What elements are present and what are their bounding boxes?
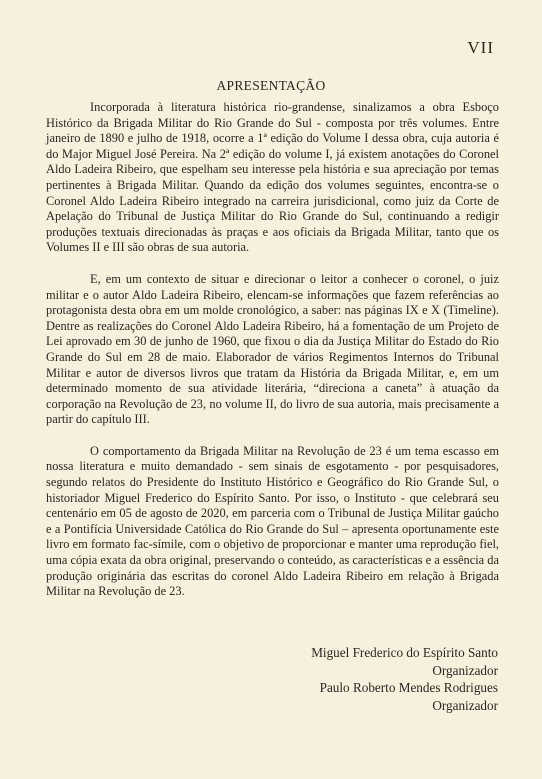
paragraph-1: Incorporada à literatura histórica rio-grandense, sinalizamos a obra Esboço Histórico da Brigada Militar do Rio Grande do Sul - composta por três volumes. Entre janeiro de 1890 e julho de 1918, ocorre a 1ª edição do Volume I dessa obra, cuja autoria é do Major Miguel José Pereira. Na 2ª edição do volume I, já existem anotações do Coronel Aldo Ladeira Ribeiro, que espelham seu interesse pela história e sua apreciação por temas pertinentes à Brigada Militar. Quando da edição dos volumes seguintes, encontra-se o Coronel Aldo Ladeira Ribeiro integrado na carreira jurisdicional, como juiz da Corte de Apelação do Tribunal de Justiça Militar do Rio Grande do Sul, continuando a redigir produções textuais direcionadas às praças e aos oficiais da Brigada Militar, tanto que os Volumes II e III são obras de sua autoria. <box>46 100 499 255</box>
paragraph-3: O comportamento da Brigada Militar na Revolução de 23 é um tema escasso em nossa literatura e muito demandado - sem sinais de esgotamento - por pesquisadores, segundo relatos do Presidente do Instituto Histórico e Geográfico do Rio Grande Sul, o historiador Miguel Frederico do Espírito Santo. Por isso, o Instituto - que celebrará seu centenário em 05 de agosto de 2020, em parceria com o Tribunal de Justiça Militar gaúcho e a Pontifícia Universidade Católica do Rio Grande do Sul – apresenta oportunamente este livro em formato fac-símile, com o objetivo de proporcionar e manter uma reprodução fiel, uma cópia exata da obra original, preservando o conteúdo, as características e a essência da produção originária das escritas do coronel Aldo Ladeira Ribeiro em relação à Brigada Militar na Revolução de 23. <box>46 443 499 599</box>
signatory-role-2: Organizador <box>432 697 498 713</box>
signature-block <box>311 644 498 714</box>
paragraph-2: E, em um contexto de situar e direcionar o leitor a conhecer o coronel, o juiz militar e o autor Aldo Ladeira Ribeiro, elencam-se informações que fazem referências ao protagonista desta obra em um molde cronológico, a saber: nas páginas IX e X (Timeline). Dentre as realizações do Coronel Aldo Ladeira Ribeiro, há a fomentação de um Projeto de Lei aprovado em 30 de junho de 1960, que fixou o dia da Justiça Militar do Estado do Rio Grande do Sul em 28 de maio. Elaborador de vários Regimentos Internos do Tribunal Militar e autor de diversos livros que tratam da História da Brigada Militar, e, em um determinado momento de sua atividade literária, “direciona a caneta” à atuação da corporação na Revolução de 23, no volume II, do livro de sua autoria, mais precisamente a partir do capítulo III. <box>46 271 499 427</box>
body-text <box>46 100 499 616</box>
signatory-name-2: Paulo Roberto Mendes Rodrigues <box>319 680 498 695</box>
signatory-name-1: Miguel Frederico do Espírito Santo <box>311 645 498 660</box>
page-title: APRESENTAÇÃO <box>216 78 326 93</box>
page-number: VII <box>467 38 494 57</box>
signatory-role-1: Organizador <box>432 662 498 678</box>
